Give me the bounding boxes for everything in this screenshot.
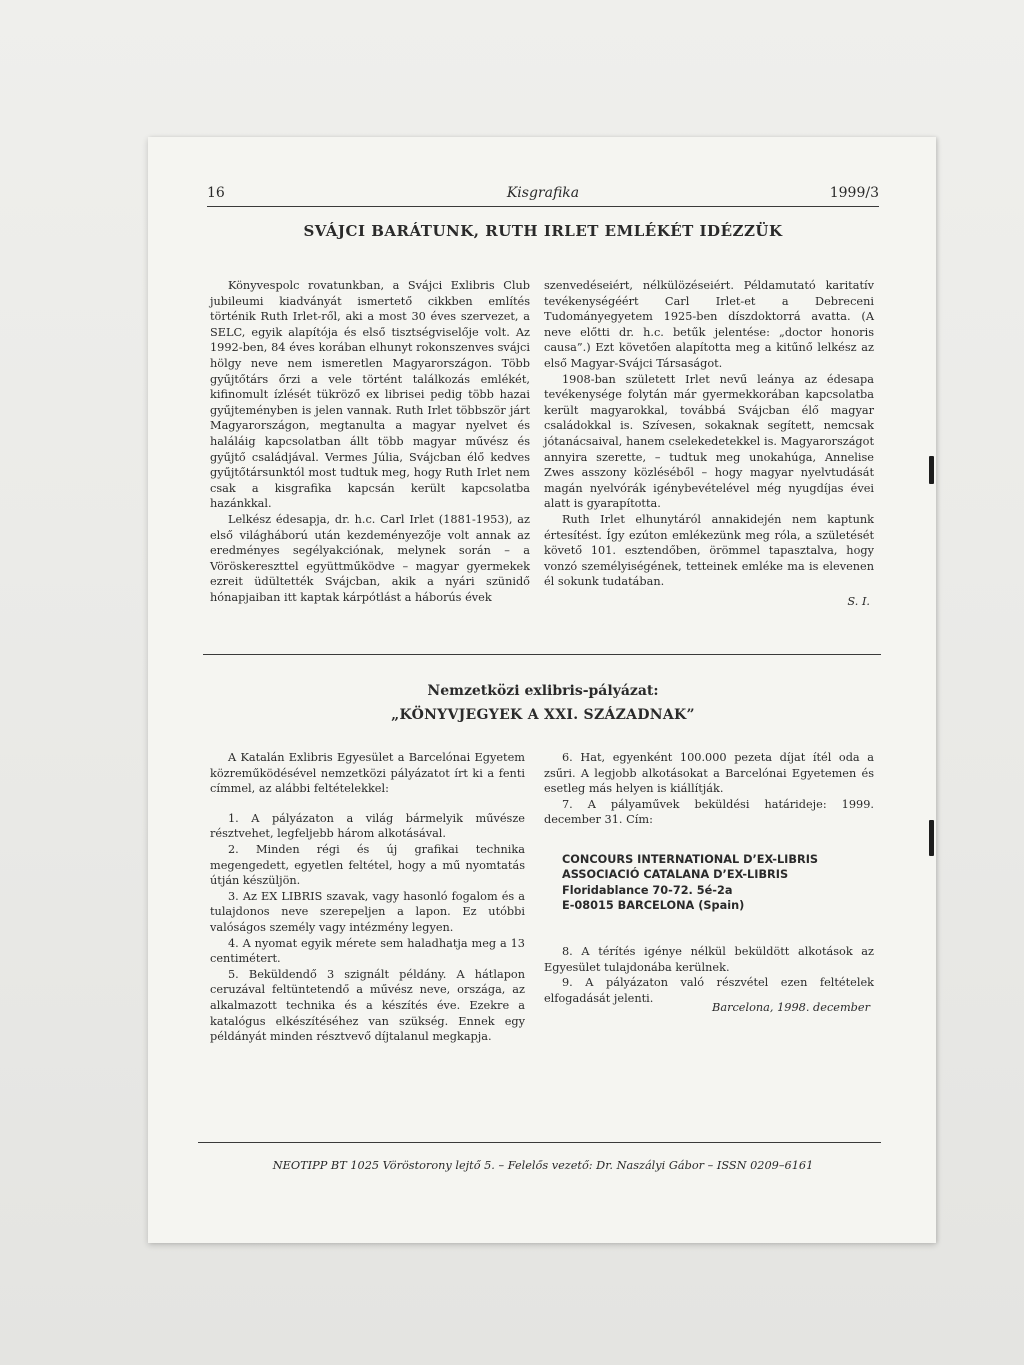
address-line: CONCOURS INTERNATIONAL D’EX-LIBRIS — [562, 852, 819, 866]
address-line: ASSOCIACIÓ CATALANA D’EX-LIBRIS — [562, 868, 789, 882]
footer-rule — [198, 1142, 881, 1143]
address-line: E-08015 BARCELONA (Spain) — [562, 899, 745, 913]
list-item: 2. Minden régi és új grafikai technika megengedett, egyetlen feltétel, hogy a mű nyomtatás útján készüljön. — [210, 842, 525, 888]
paragraph: szenvedéseiért, nélkülözéseiért. Példamutató karitatív tevékenységéért Carl Irlet-et a Debreceni Tudományegyetem 1925-ben díszdoktorrá avatta. (A neve előtti dr. h.c. betűk jelentése: „doctor honoris causa”.) Ezt követően alapította meg a kitűnő lelkész az első Magyar-Svájci Társaságot. — [544, 279, 874, 370]
header-rule — [207, 206, 879, 207]
postal-address — [562, 852, 874, 914]
section-divider — [203, 654, 881, 655]
competition-column-left — [210, 750, 525, 1045]
list-item: 9. A pályázaton való részvétel ezen feltételek elfogadását jelenti. — [544, 976, 874, 1005]
paragraph: Lelkész édesapja, dr. h.c. Carl Irlet (1881-1953), az első világháború után kezdeményezője volt annak az eredményes segélyakciónak, melynek során – a Vöröskereszttel együttműködve – magyar gyermekek ezreit üdültették Svájcban, akik a nyári szünidő hónapjaiban itt kaptak kárpótlást a háborús évek — [210, 512, 530, 604]
magazine-title: Kisgrafika — [506, 185, 580, 201]
list-item: 3. Az EX LIBRIS szavak, vagy hasonló fogalom és a tulajdonos neve szerepeljen a lapon. Ez utóbbi valóságos személy vagy intézmény legyen. — [210, 889, 525, 934]
colophon: NEOTIPP BT 1025 Vöröstorony lejtő 5. – Felelős vezető: Dr. Naszályi Gábor – ISSN 0209–6161 — [272, 1159, 814, 1172]
magazine-page — [148, 137, 936, 1243]
list-item: 5. Beküldendő 3 szignált példány. A hátlapon ceruzával feltüntetendő a művész neve, országa, az alkalmazott technika és a készítés éve. Ezekre a katalógus elkészítéséhez van szükség. Ennek egy példányát minden résztvevő díjtalanul megkapja. — [210, 967, 525, 1044]
dateline: Barcelona, 1998. december — [712, 1001, 870, 1015]
address-line: Floridablance 70-72. 5é-2a — [562, 883, 733, 897]
issue-number: 1999/3 — [829, 185, 879, 201]
page-number: 16 — [207, 185, 225, 201]
section-subtitle: „KÖNYVJEGYEK A XXI. SZÁZADNAK” — [391, 707, 695, 723]
list-item: 1. A pályázaton a világ bármelyik művésze résztvehet, legfeljebb három alkotásával. — [210, 811, 525, 841]
article-column-right — [544, 278, 874, 609]
article-title: SVÁJCI BARÁTUNK, RUTH IRLET EMLÉKÉT IDÉZZÜK — [303, 222, 783, 240]
paragraph: Ruth Irlet elhunytáról annakidején nem kaptunk értesítést. Így ezúton emlékezünk meg róla, a születését követő 101. esztendőben, örömmel tapasztalva, hogy vonzó személyiségének, tetteinek emléke ma is elevenen él sokunk tudatában. — [544, 512, 874, 589]
paragraph: Könyvespolc rovatunkban, a Svájci Exlibris Club jubileumi kiadványát ismertető cikkben említés történik Ruth Irlet-ről, aki a most 30 éves szervezet, a SELC, egyik alapítója és első tisztségviselője volt. Az 1992-ben, 84 éves korában elhunyt rokonszenves svájci hölgy neve nem ismeretlen Magyarországon. Több gyűjtőtárs őrzi a vele történt találkozás emlékét, kifinomult ízlését tükröző ex librisei pedig több hazai gyűjteményben is jelen vannak. Ruth Irlet többször járt Magyarországon, megtanulta a magyar nyelvet és haláláig kapcsolatban állt több magyar művész és gyűjtő családjával. Vermes Júlia, Svájcban élő kedves gyűjtőtársunktól most tudtuk meg, hogy Ruth Irlet nem csak a kisgrafika kapcsán került kapcsolatba hazánkkal. — [210, 279, 530, 511]
paragraph: 1908-ban született Irlet nevű leánya az édesapa tevékenysége folytán már gyermekkorában kapcsolatba került magyarokkal, továbbá Svájcban élő magyar családokkal is. Szívesen, sokaknak segített, nemcsak jótanácsaival, hanem cselekedetekkel is. Magyarországot annyira szerette, – tudtuk meg unokahúga, Annelise Zwes asszony közléséből – hogy magyar nyelvtudását magán nyelvórák igénybevételével még nyugdíjas évei alatt is gyarapította. — [544, 372, 874, 511]
staple-mark — [929, 820, 934, 856]
list-item: A Katalán Exlibris Egyesület a Barcelónai Egyetem közreműködésével nemzetközi pályázatot írt ki a fenti címmel, az alábbi feltételekkel: — [210, 751, 525, 796]
section-title: Nemzetközi exlibris-pályázat: — [427, 683, 659, 699]
author-signature: S. I. — [847, 594, 870, 608]
article-column-left — [210, 278, 530, 605]
staple-mark — [929, 456, 934, 484]
running-header — [207, 185, 879, 207]
list-item: 7. A pályaművek beküldési határideje: 1999. december 31. Cím: — [544, 797, 874, 827]
list-item: 4. A nyomat egyik mérete sem haladhatja meg a 13 centimétert. — [210, 936, 525, 966]
competition-column-right — [544, 750, 874, 1016]
list-item: 8. A térítés igénye nélkül beküldött alkotások az Egyesület tulajdonába kerülnek. — [544, 944, 874, 974]
list-item: 6. Hat, egyenként 100.000 pezeta díjat ítél oda a zsűri. A legjobb alkotásokat a Barcelónai Egyetemen és esetleg más helyen is kiállítják. — [544, 751, 874, 796]
